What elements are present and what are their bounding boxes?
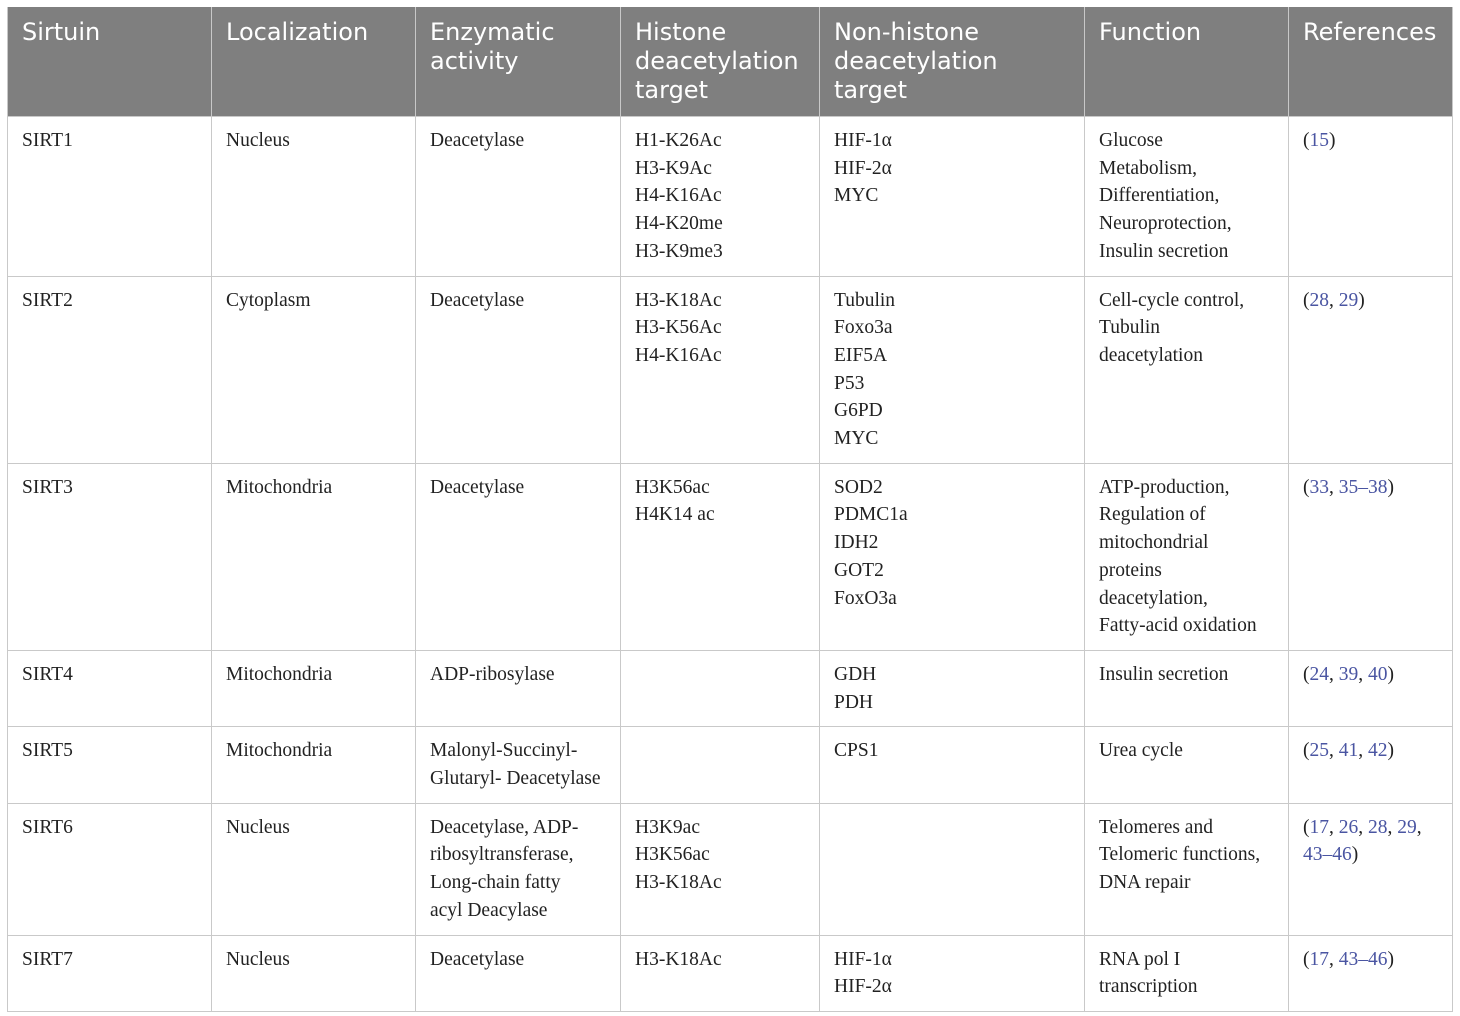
cell-text-line: Foxo3a — [834, 317, 893, 339]
cell-text-line: ATP-production, — [1099, 476, 1230, 498]
cell-text-line: H3-K18Ac — [635, 872, 722, 894]
cell-text-line: Glucose — [1099, 130, 1163, 151]
reference-punctuation: , — [1358, 816, 1368, 838]
header-text-line: Sirtuin — [22, 18, 101, 46]
reference-punctuation: , — [1329, 663, 1339, 685]
reference-line — [1303, 946, 1438, 974]
histone-target-cell — [621, 650, 820, 726]
table-row — [8, 935, 1453, 1011]
reference-line — [1303, 661, 1438, 689]
references-cell — [1289, 463, 1453, 650]
reference-link[interactable]: 28 — [1309, 289, 1329, 311]
cell-text-line: H3-K18Ac — [635, 289, 722, 311]
reference-punctuation: ( — [1303, 289, 1310, 311]
localization-cell: Mitochondria — [212, 463, 416, 650]
cell-text-line: ribosyltransferase, — [430, 844, 574, 866]
cell-text-line: Insulin secretion — [1099, 663, 1229, 685]
reference-punctuation: ( — [1303, 663, 1310, 685]
references-cell — [1289, 276, 1453, 463]
cell-text-line: ADP-ribosylase — [430, 663, 555, 685]
cell-text-line: RNA pol I — [1099, 948, 1181, 970]
reference-link[interactable]: 40 — [1368, 663, 1388, 685]
cell-text-line: Telomeres and — [1099, 816, 1213, 838]
table-body — [8, 117, 1453, 1012]
reference-line — [1303, 814, 1438, 842]
enzymatic-activity-cell — [416, 117, 621, 277]
function-cell — [1085, 650, 1289, 726]
function-cell — [1085, 276, 1289, 463]
table-row — [8, 276, 1453, 463]
cell-text-line: HIF-1α — [834, 130, 892, 151]
cell-text-line: MYC — [834, 428, 879, 450]
reference-punctuation: ) — [1387, 948, 1394, 970]
reference-punctuation: , — [1329, 948, 1339, 970]
reference-link[interactable]: 41 — [1338, 740, 1359, 762]
header-text-line: target — [635, 76, 708, 104]
cell-text-line: Deacetylase — [430, 948, 525, 970]
localization-cell: Nucleus — [212, 803, 416, 935]
cell-text-line: Cell-cycle control, — [1099, 289, 1245, 311]
reference-punctuation: ( — [1303, 816, 1310, 838]
enzymatic-activity-cell — [416, 935, 621, 1011]
function-cell — [1085, 935, 1289, 1011]
cell-text-line: H3-K9Ac — [635, 157, 712, 179]
cell-text-line: Fatty-acid oxidation — [1099, 615, 1257, 637]
reference-link[interactable]: 35–38 — [1338, 476, 1388, 498]
histone-target-cell — [621, 276, 820, 463]
cell-text-line: H1-K26Ac — [635, 130, 722, 151]
table-row — [8, 463, 1453, 650]
cell-text-line: Telomeric functions, — [1099, 844, 1261, 866]
sirtuin-name-cell: SIRT3 — [8, 463, 212, 650]
cell-text-line: deacetylation — [1099, 344, 1203, 366]
reference-punctuation: ) — [1387, 663, 1394, 685]
cell-text-line: CPS1 — [834, 740, 879, 762]
reference-link[interactable]: 39 — [1338, 663, 1359, 685]
reference-punctuation: ( — [1303, 948, 1310, 970]
cell-text-line: H3-K56Ac — [635, 317, 722, 339]
cell-text-line: Deacetylase — [430, 289, 525, 311]
function-cell — [1085, 463, 1289, 650]
nonhistone-target-cell — [820, 803, 1085, 935]
enzymatic-activity-cell — [416, 463, 621, 650]
sirtuin-name-cell: SIRT5 — [8, 727, 212, 803]
cell-text-line: GOT2 — [834, 559, 884, 581]
reference-punctuation: , — [1329, 476, 1339, 498]
localization-cell: Nucleus — [212, 117, 416, 277]
reference-punctuation: , — [1387, 816, 1398, 838]
reference-link[interactable]: 43–46 — [1338, 948, 1388, 970]
cell-text-line: proteins — [1099, 559, 1162, 581]
reference-punctuation: ) — [1329, 130, 1336, 151]
reference-line — [1303, 474, 1438, 502]
enzymatic-activity-cell — [416, 803, 621, 935]
sirtuin-name-cell: SIRT7 — [8, 935, 212, 1011]
header-text-line: Histone — [635, 18, 727, 46]
header-histone-target — [621, 7, 820, 117]
reference-link[interactable]: 17 — [1309, 948, 1329, 970]
cell-text-line: HIF-1α — [834, 948, 892, 970]
cell-text-line: Differentiation, — [1099, 185, 1220, 207]
cell-text-line: Tubulin — [1099, 317, 1161, 339]
cell-text-line: acyl Deacylase — [430, 899, 548, 921]
cell-text-line: Deacetylase — [430, 130, 525, 151]
cell-text-line: GDH — [834, 663, 877, 685]
cell-text-line: G6PD — [834, 400, 883, 422]
nonhistone-target-cell — [820, 117, 1085, 277]
reference-line — [1303, 841, 1438, 869]
header-row — [8, 7, 1453, 117]
header-text-line: deacetylation — [635, 47, 799, 75]
reference-link[interactable]: 25 — [1309, 740, 1329, 762]
reference-line — [1303, 287, 1438, 315]
enzymatic-activity-cell — [416, 650, 621, 726]
reference-link[interactable]: 17 — [1309, 816, 1329, 838]
localization-cell: Cytoplasm — [212, 276, 416, 463]
references-cell — [1289, 117, 1453, 277]
cell-text-line: H3-K18Ac — [635, 948, 722, 970]
cell-text-line: Metabolism, — [1099, 157, 1198, 179]
header-text-line: References — [1303, 18, 1437, 46]
cell-text-line: HIF-2α — [834, 976, 892, 998]
reference-link[interactable]: 33 — [1309, 476, 1329, 498]
header-references — [1289, 7, 1453, 117]
sirtuin-name-cell: SIRT1 — [8, 117, 212, 277]
cell-text-line: Malonyl-Succinyl- — [430, 740, 578, 762]
cell-text-line: DNA repair — [1099, 872, 1191, 894]
cell-text-line: Neuroprotection, — [1099, 213, 1232, 235]
localization-cell: Nucleus — [212, 935, 416, 1011]
cell-text-line: HIF-2α — [834, 157, 892, 179]
table-row — [8, 803, 1453, 935]
cell-text-line: Insulin secretion — [1099, 240, 1229, 262]
reference-link[interactable]: 26 — [1338, 816, 1359, 838]
nonhistone-target-cell — [820, 463, 1085, 650]
reference-punctuation: , — [1329, 816, 1339, 838]
sirtuin-name-cell: SIRT2 — [8, 276, 212, 463]
cell-text-line: H4-K16Ac — [635, 185, 722, 207]
enzymatic-activity-cell — [416, 727, 621, 803]
nonhistone-target-cell — [820, 650, 1085, 726]
cell-text-line: Deacetylase, ADP- — [430, 816, 579, 838]
header-text-line: Non-histone — [834, 18, 979, 46]
header-text-line: target — [834, 76, 907, 104]
cell-text-line: Tubulin — [834, 289, 896, 311]
reference-punctuation: , — [1329, 740, 1339, 762]
nonhistone-target-cell — [820, 276, 1085, 463]
cell-text-line: transcription — [1099, 976, 1198, 998]
cell-text-line: deacetylation, — [1099, 587, 1208, 609]
cell-text-line: FoxO3a — [834, 587, 897, 609]
enzymatic-activity-cell — [416, 276, 621, 463]
sirtuin-table — [7, 7, 1453, 1012]
header-text-line: Function — [1099, 18, 1202, 46]
histone-target-cell — [621, 803, 820, 935]
reference-link[interactable]: 29 — [1338, 289, 1359, 311]
function-cell — [1085, 117, 1289, 277]
cell-text-line: H4-K16Ac — [635, 344, 722, 366]
references-cell — [1289, 803, 1453, 935]
reference-punctuation: ( — [1303, 740, 1310, 762]
references-cell — [1289, 727, 1453, 803]
reference-link[interactable]: 29 — [1397, 816, 1417, 838]
reference-link[interactable]: 42 — [1368, 740, 1388, 762]
cell-text-line: Urea cycle — [1099, 740, 1183, 762]
reference-punctuation: , — [1416, 816, 1422, 838]
histone-target-cell — [621, 935, 820, 1011]
cell-text-line: H3K56ac — [635, 844, 710, 866]
nonhistone-target-cell — [820, 727, 1085, 803]
cell-text-line: Glutaryl- Deacetylase — [430, 768, 601, 790]
cell-text-line: Long-chain fatty — [430, 872, 561, 894]
reference-punctuation: , — [1329, 289, 1339, 311]
reference-link[interactable]: 15 — [1309, 130, 1329, 151]
cell-text-line: Regulation of — [1099, 504, 1206, 526]
sirtuin-name-cell: SIRT6 — [8, 803, 212, 935]
nonhistone-target-cell — [820, 935, 1085, 1011]
reference-line — [1303, 127, 1438, 155]
reference-link[interactable]: 28 — [1368, 816, 1388, 838]
cell-text-line: H4K14 ac — [635, 504, 715, 526]
function-cell — [1085, 803, 1289, 935]
reference-punctuation: ) — [1387, 740, 1394, 762]
localization-cell: Mitochondria — [212, 727, 416, 803]
table-row — [8, 650, 1453, 726]
header-enzymatic-activity — [416, 7, 621, 117]
function-cell — [1085, 727, 1289, 803]
cell-text-line: H4-K20me — [635, 213, 723, 235]
header-text-line: Enzymatic — [430, 18, 555, 46]
reference-punctuation: ) — [1358, 289, 1365, 311]
histone-target-cell — [621, 727, 820, 803]
cell-text-line: MYC — [834, 185, 879, 207]
histone-target-cell — [621, 463, 820, 650]
references-cell — [1289, 650, 1453, 726]
reference-punctuation: , — [1358, 663, 1368, 685]
cell-text-line: Deacetylase — [430, 476, 525, 498]
header-nonhistone-target — [820, 7, 1085, 117]
header-text-line: deacetylation — [834, 47, 998, 75]
cell-text-line: IDH2 — [834, 532, 879, 554]
reference-punctuation: ) — [1351, 844, 1359, 866]
reference-link[interactable]: 43–46 — [1303, 844, 1352, 866]
references-cell — [1289, 935, 1453, 1011]
cell-text-line: SOD2 — [834, 476, 883, 498]
header-text-line: activity — [430, 47, 519, 75]
reference-punctuation: ( — [1303, 130, 1310, 151]
cell-text-line: H3K56ac — [635, 476, 710, 498]
header-function — [1085, 7, 1289, 117]
cell-text-line: EIF5A — [834, 344, 888, 366]
reference-line — [1303, 737, 1438, 765]
cell-text-line: PDH — [834, 691, 874, 713]
reference-punctuation: , — [1358, 740, 1368, 762]
histone-target-cell — [621, 117, 820, 277]
table-row — [8, 117, 1453, 277]
cell-text-line: H3K9ac — [635, 816, 700, 838]
localization-cell: Mitochondria — [212, 650, 416, 726]
header-sirtuin — [8, 7, 212, 117]
reference-punctuation: ) — [1387, 476, 1394, 498]
cell-text-line: H3-K9me3 — [635, 240, 723, 262]
cell-text-line: mitochondrial — [1099, 532, 1209, 554]
table-row — [8, 727, 1453, 803]
reference-punctuation: ( — [1303, 476, 1310, 498]
header-localization — [212, 7, 416, 117]
table-header — [8, 7, 1453, 117]
cell-text-line: P53 — [834, 372, 865, 394]
sirtuin-name-cell: SIRT4 — [8, 650, 212, 726]
cell-text-line: PDMC1a — [834, 504, 908, 526]
header-text-line: Localization — [226, 18, 369, 46]
reference-link[interactable]: 24 — [1309, 663, 1329, 685]
